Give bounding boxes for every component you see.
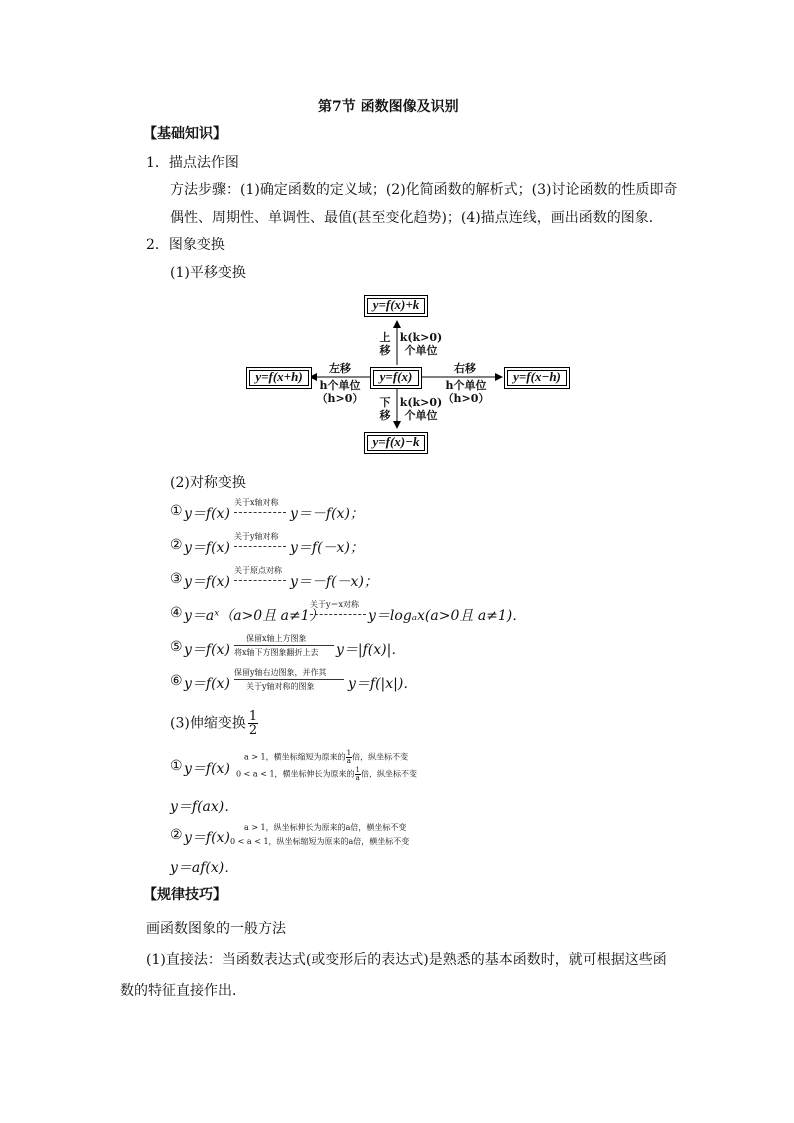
cond-text: 0 < a < 1，横坐标伸长为原来的 xyxy=(236,769,355,779)
row-number: ② xyxy=(170,537,183,553)
translation-subheading: (1)平移变换 xyxy=(170,265,246,281)
fraction-numerator: 1 xyxy=(346,749,352,757)
dashed-arrow xyxy=(310,614,366,615)
row-rhs: y＝|f(x)|． xyxy=(336,642,406,658)
arrow-label: 关于原点对称 xyxy=(234,566,282,575)
dashed-arrow xyxy=(234,512,286,513)
cond-text: 倍，纵坐标不变 xyxy=(361,769,417,779)
scale1-cond-2 xyxy=(236,767,417,782)
arrow-label: 关于y＝x对称 xyxy=(310,600,360,609)
label-down-cond: k(k>0) 个单位 xyxy=(399,396,443,422)
arrow-label-top: 保留x轴上方图象 xyxy=(246,634,307,643)
row-result: y＝f(ax)． xyxy=(170,799,239,815)
row-number: ② xyxy=(170,827,183,843)
row-rhs: y＝f(|x|)． xyxy=(348,676,418,692)
row-lhs: y＝f(x) xyxy=(184,761,230,777)
arrow-label-top: 保留y轴右边图象，并作其 xyxy=(234,668,327,677)
rule-title: 画函数图象的一般方法 xyxy=(146,921,286,937)
row-lhs: y＝f(x) xyxy=(184,574,230,590)
row-lhs: y＝f(x) xyxy=(184,642,230,658)
box-center: y=f(x) xyxy=(370,367,422,389)
label-left-move: 左移 xyxy=(329,362,351,375)
row-lhs: y＝f(x) xyxy=(184,540,230,556)
row-lhs: y＝f(x) xyxy=(184,676,230,692)
scale2-cond-1: a > 1，纵坐标伸长为原来的a倍，横坐标不变 xyxy=(244,823,407,832)
label-left-cond: h个单位 （h>0） xyxy=(316,379,364,405)
item-2-heading: 2．图象变换 xyxy=(146,237,225,253)
row-result: y＝af(x)． xyxy=(170,860,239,876)
arrow-label-bottom: 将x轴下方图象翻折上去 xyxy=(234,648,319,657)
item-1-heading: 1．描点法作图 xyxy=(146,155,239,171)
row-rhs: y＝logₐx(a>0且 a≠1)． xyxy=(368,608,527,624)
box-right: y=f(x−h) xyxy=(504,367,570,389)
label-up-move: 上 移 xyxy=(379,331,391,357)
fraction-denominator: 2 xyxy=(248,723,258,738)
cond-text: a > 1，横坐标缩短为原来的 xyxy=(244,752,346,762)
cond-text: 倍，纵坐标不变 xyxy=(352,752,409,762)
scale1-cond-1 xyxy=(244,750,408,765)
row-number: ④ xyxy=(170,605,183,621)
row-number: ⑤ xyxy=(170,639,183,655)
fraction-denominator: a xyxy=(355,774,360,782)
box-top: y=f(x)+k xyxy=(364,295,428,317)
item-1-paragraph-line1: 方法步骤：(1)确定函数的定义域；(2)化简函数的解析式；(3)讨论函数的性质即奇 xyxy=(170,182,678,198)
row-number: ① xyxy=(170,758,183,774)
fraction-denominator: a xyxy=(346,757,351,765)
fraction-numerator: 1 xyxy=(355,766,360,774)
arrow-label: 关于x轴对称 xyxy=(234,498,279,507)
row-lhs: y＝f(x) xyxy=(184,830,230,846)
arrow-label: 关于y轴对称 xyxy=(234,532,279,541)
row-rhs: y＝－f(－x)； xyxy=(290,574,378,590)
row-rhs: y＝－f(x)； xyxy=(290,506,364,522)
row-number: ③ xyxy=(170,571,183,587)
row-lhs: y＝aˣ（a>0且 a≠1） xyxy=(184,608,324,624)
scaling-subheading xyxy=(170,710,258,737)
box-bottom: y=f(x)−k xyxy=(364,432,428,454)
row-lhs: y＝f(x) xyxy=(184,506,230,522)
arrow-line xyxy=(234,645,334,646)
symmetry-subheading: (2)对称变换 xyxy=(170,475,246,491)
dashed-arrow xyxy=(234,546,286,547)
label-down-move: 下 移 xyxy=(379,396,391,422)
arrow-label-bottom: 关于y轴对称的图象 xyxy=(246,682,315,691)
scale2-cond-2: 0 < a < 1，纵坐标缩短为原来的a倍，横坐标不变 xyxy=(230,837,410,846)
row-rhs: y＝f(－x)； xyxy=(290,540,364,556)
box-left: y=f(x+h) xyxy=(246,367,312,389)
section-rules: 【规律技巧】 xyxy=(143,887,227,903)
page-title: 第7节 函数图像及识别 xyxy=(318,99,459,115)
dashed-arrow xyxy=(234,580,286,581)
scaling-fraction xyxy=(248,710,258,737)
fraction-numerator: 1 xyxy=(248,709,258,724)
section-basic-knowledge: 【基础知识】 xyxy=(143,126,227,142)
row-number: ⑥ xyxy=(170,673,183,689)
item-1-paragraph-line2: 偶性、周期性、单调性、最值(甚至变化趋势)；(4)描点连线，画出函数的图象． xyxy=(170,210,663,226)
row-number: ① xyxy=(170,503,183,519)
rule-paragraph-line2: 数的特征直接作出． xyxy=(120,983,246,999)
rule-paragraph-line1: (1)直接法：当函数表达式(或变形后的表达式)是熟悉的基本函数时，就可根据这些函 xyxy=(146,952,667,968)
scaling-subheading-text: (3)伸缩变换 xyxy=(170,715,246,732)
label-right-move: 右移 xyxy=(454,362,476,375)
label-up-cond: k(k>0) 个单位 xyxy=(399,331,443,357)
label-right-cond: h个单位 （h>0） xyxy=(442,379,490,405)
arrow-line xyxy=(234,679,344,680)
